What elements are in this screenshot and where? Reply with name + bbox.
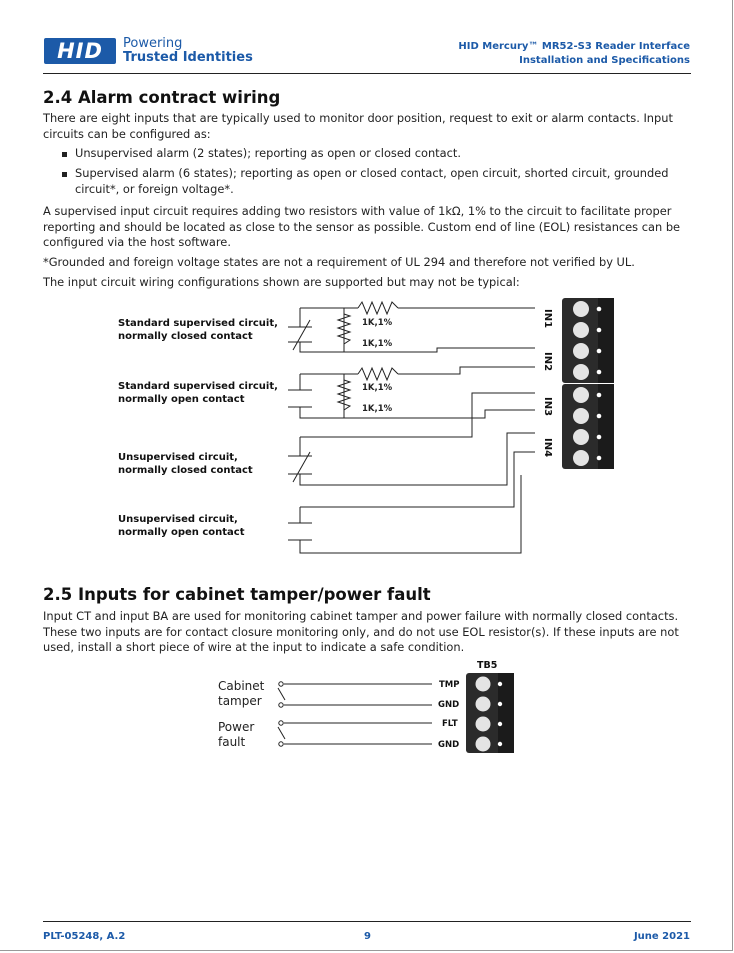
footer-date: June 2021 [633, 931, 690, 942]
circuit-label-supervised-nc: Standard supervised circuit, normally closed contact [118, 318, 278, 342]
section-2-4-intro: There are eight inputs that are typically used to monitor door position, request to exit or alarm contacts. Input circuits can be configured as: [43, 111, 673, 141]
pin-label-gnd-2: GND [438, 740, 460, 750]
pin-label-gnd-1: GND [438, 700, 460, 710]
section-2-5-paragraph: Input CT and input BA are used for monitoring cabinet tamper and power failure with normally closed contacts. These two inputs are for contact closure monitoring only, and do not use EOL resistor(s). If these inputs are not used, install a short piece of wire at the input to indicate a safe condition. [43, 609, 679, 654]
circuit-label-unsupervised-nc: Unsupervised circuit, normally closed contact [118, 452, 253, 476]
input-label-in4: IN4 [542, 438, 553, 458]
section-2-5-heading: 2.5 Inputs for cabinet tamper/power fault [43, 585, 431, 604]
footer-doc-id: PLT-05248, A.2 [43, 931, 126, 942]
paragraph-wiring-configs: The input circuit wiring configurations shown are supported but may not be typical: [43, 275, 520, 289]
pin-label-tmp: TMP [439, 680, 460, 690]
input-label-in3: IN3 [542, 397, 553, 417]
label-power-fault: Power fault [218, 720, 255, 749]
bullet-unsupervised: Unsupervised alarm (2 states); reporting as open or closed contact. [62, 146, 692, 162]
resistor-label-c1-a: 1K,1% [362, 318, 393, 328]
tb5-label: TB5 [477, 660, 498, 671]
tagline-trusted-identities: Trusted Identities [123, 50, 253, 65]
circuit-label-supervised-no: Standard supervised circuit, normally open contact [118, 381, 278, 405]
document-title: HID Mercury™ MR52-S3 Reader Interface [458, 41, 690, 52]
circuit-label-unsupervised-no: Unsupervised circuit, normally open contact [118, 514, 245, 538]
tagline-powering: Powering [123, 36, 183, 51]
label-cabinet-tamper: Cabinet tamper [218, 679, 265, 708]
footer-rule [43, 921, 691, 922]
pin-label-flt: FLT [442, 719, 458, 729]
bullet-supervised: Supervised alarm (6 states); reporting as open or closed contact, open circuit, shorted circuit, grounded circuit*, or foreign voltage*. [62, 166, 692, 197]
input-label-in2: IN2 [542, 352, 553, 372]
section-2-4-heading: 2.4 Alarm contract wiring [43, 88, 281, 107]
document-subtitle: Installation and Specifications [519, 55, 690, 66]
terminal-block-tb5 [466, 673, 514, 753]
input-label-in1: IN1 [542, 309, 553, 329]
wire-power [278, 723, 432, 744]
resistor-label-c2-a: 1K,1% [362, 383, 393, 393]
hid-logo: HID [44, 38, 116, 64]
resistor-label-c1-b: 1K,1% [362, 339, 393, 349]
paragraph-resistors: A supervised input circuit requires adding two resistors with value of 1kΩ, 1% to the circuit to facilitate proper reporting and should be located as close to the sensor as possible. Custom end of line (EOL) resistances can be configured via the host software. [43, 204, 681, 249]
wire-tamper [278, 684, 432, 705]
resistor-label-c2-b: 1K,1% [362, 404, 393, 414]
footer-page-number: 9 [364, 931, 371, 942]
footnote-ul294: *Grounded and foreign voltage states are not a requirement of UL 294 and therefore not verified by UL. [43, 255, 635, 269]
